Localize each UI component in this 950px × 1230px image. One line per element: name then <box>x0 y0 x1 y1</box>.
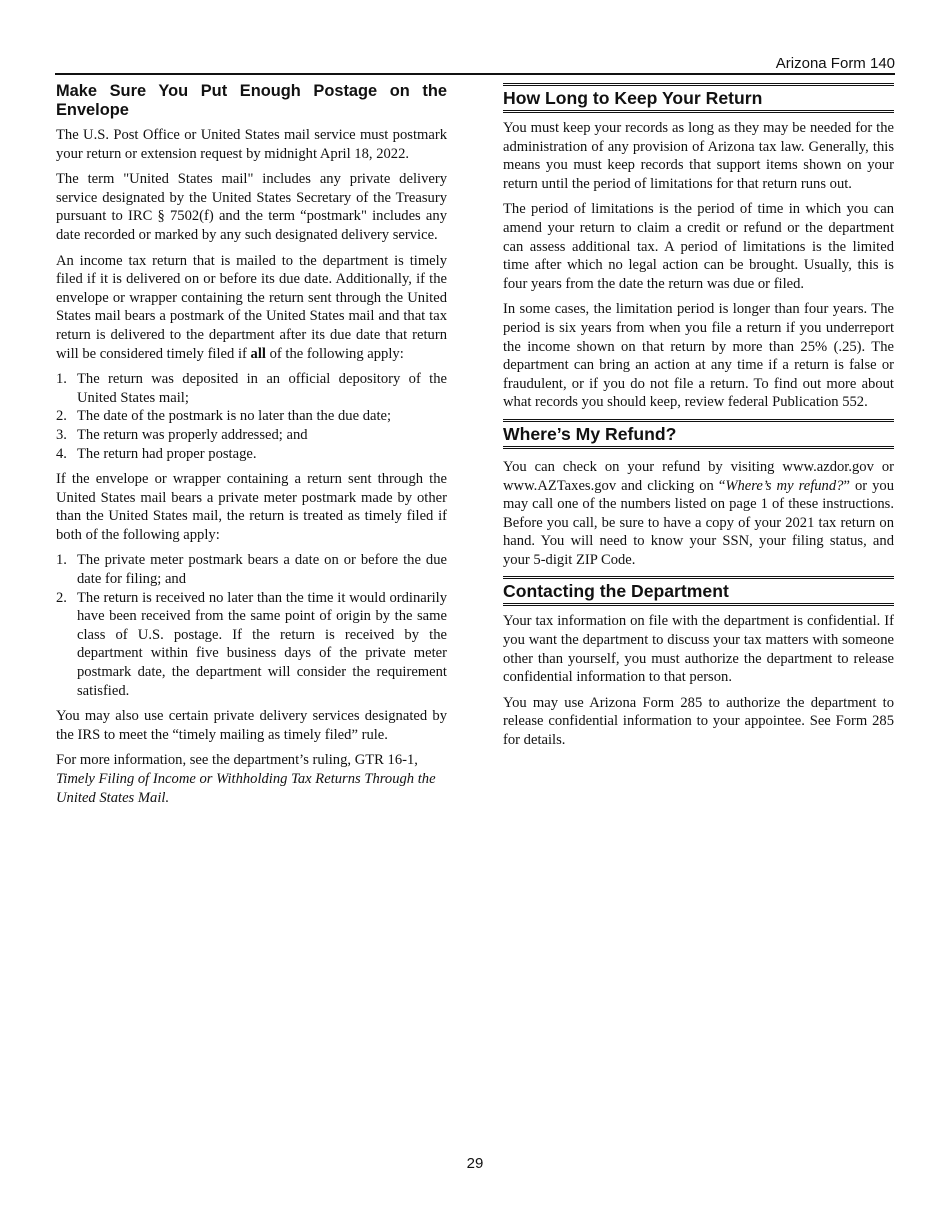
form-title: Arizona Form 140 <box>775 55 895 72</box>
period-limitations-paragraph: The period of limitations is the period of time in which you can amend your return to claim a credit or refund or the department can assess additional tax. A period of limitations is the limited time after which no legal action can be brought. Usually, this is four years from the date the return was due or filed. <box>503 201 894 292</box>
list-item <box>56 551 447 588</box>
list-item <box>56 370 447 407</box>
list-number: 4. <box>56 445 67 462</box>
form-285-paragraph: You may use Arizona Form 285 to authorize the department to release confidential information to your appointee. See Form 285 for details. <box>503 694 894 749</box>
list-number: 1. <box>56 552 67 569</box>
keep-return-heading <box>503 83 894 113</box>
right-column <box>503 83 894 757</box>
list-text: The return was properly addressed; and <box>77 426 308 443</box>
private-meter-list <box>56 551 447 700</box>
timely-filed-text-b: of the following apply: <box>265 345 404 362</box>
keep-records-paragraph: You must keep your records as long as they may be needed for the administration of any provision of Arizona tax law. Generally, this means you must keep records that support items shown on your return until the period of limitations for that return runs out. <box>503 120 894 192</box>
us-mail-definition-paragraph: The term "United States mail" includes any private delivery service designated by the United States Secretary of the Treasury pursuant to IRC § 7502(f) and the term “postmark" includes any date recorded or marked by any such designated delivery service. <box>56 171 447 243</box>
left-column <box>56 82 447 814</box>
timely-filed-paragraph <box>56 252 447 364</box>
list-text: The return was deposited in an official depository of the United States mail; <box>77 371 447 406</box>
list-number: 2. <box>56 408 67 425</box>
private-meter-paragraph: If the envelope or wrapper containing a return sent through the United States mail bears a private meter postmark made by other than the United States mail, the return is treated as timely filed if both of the following apply: <box>56 471 447 543</box>
timely-filed-text-a: An income tax return that is mailed to the department is timely filed if it is delivered on or before its due date. Additionally, if the envelope or wrapper containing the return sent through the United States mail bears a postmark of the United States mail and that tax return is delivered to the department after its due date that return will be considered timely filed if <box>56 252 447 362</box>
keep-return-heading-text: How Long to Keep Your Return <box>503 88 763 108</box>
refund-link-text: Where’s my refund? <box>725 477 844 494</box>
list-number: 2. <box>56 589 67 606</box>
refund-heading <box>503 419 894 449</box>
list-item <box>56 426 447 445</box>
postage-heading: Make Sure You Put Enough Postage on the Envelope <box>56 82 447 119</box>
more-info-text: For more information, see the department’s ruling, GTR 16-1, <box>56 752 418 769</box>
refund-text-a: You can check on your refund by visiting www.azdor.gov or www.AZTaxes.gov and clicking on “ <box>503 458 894 494</box>
contact-heading-text: Contacting the Department <box>503 581 729 602</box>
list-item <box>56 589 447 701</box>
page-number: 29 <box>466 1155 484 1172</box>
list-text: The return had proper postage. <box>77 445 257 462</box>
more-info-paragraph <box>56 751 447 807</box>
list-item <box>56 407 447 426</box>
longer-period-paragraph: In some cases, the limitation period is longer than four years. The period is six years from when you file a return if you underreport the income shown on that return by more than 25% (.25). The department can bring an action at any time if a return is false or fraudulent, or if you do not file a return. To find out more about what records you should keep, review federal Publication 552. <box>503 301 894 411</box>
list-text: The return is received no later than the time it would ordinarily have been received from the same point of origin by the same class of U.S. postage. If the return is received by the department within five business days of the private meter postmark date, the department will consider the requirement satisfied. <box>77 589 447 699</box>
header-rule <box>55 73 895 75</box>
list-text: The private meter postmark bears a date on or before the due date for filing; and <box>77 552 447 588</box>
list-number: 1. <box>56 371 67 388</box>
timely-filed-bold: all <box>250 345 266 362</box>
requirements-list <box>56 370 447 463</box>
contact-heading <box>503 576 894 606</box>
refund-heading-text: Where’s My Refund? <box>503 423 677 444</box>
list-number: 3. <box>56 426 67 443</box>
list-text: The date of the postmark is no later than the due date; <box>77 408 392 425</box>
postmark-paragraph: The U.S. Post Office or United States mail service must postmark your return or extension request by midnight April 18, 2022. <box>56 127 447 162</box>
confidential-paragraph: Your tax information on file with the department is confidential. If you want the department to discuss your tax matters with someone other than yourself, you must authorize the department to release confidential information to that person. <box>503 613 894 686</box>
private-delivery-paragraph: You may also use certain private delivery services designated by the IRS to meet the “timely mailing as timely filed” rule. <box>56 708 447 743</box>
refund-paragraph <box>503 458 894 570</box>
refund-text-b: ” or you may call one of the numbers listed on page 1 of these instructions. Before you call, be sure to have a copy of your 2021 tax return on hand. You will need to know your SSN, your filing status, and your 5-digit ZIP Code. <box>503 477 895 568</box>
list-item <box>56 445 447 464</box>
ruling-title: Timely Filing of Income or Withholding Tax Returns Through the United States Mail. <box>56 771 436 806</box>
